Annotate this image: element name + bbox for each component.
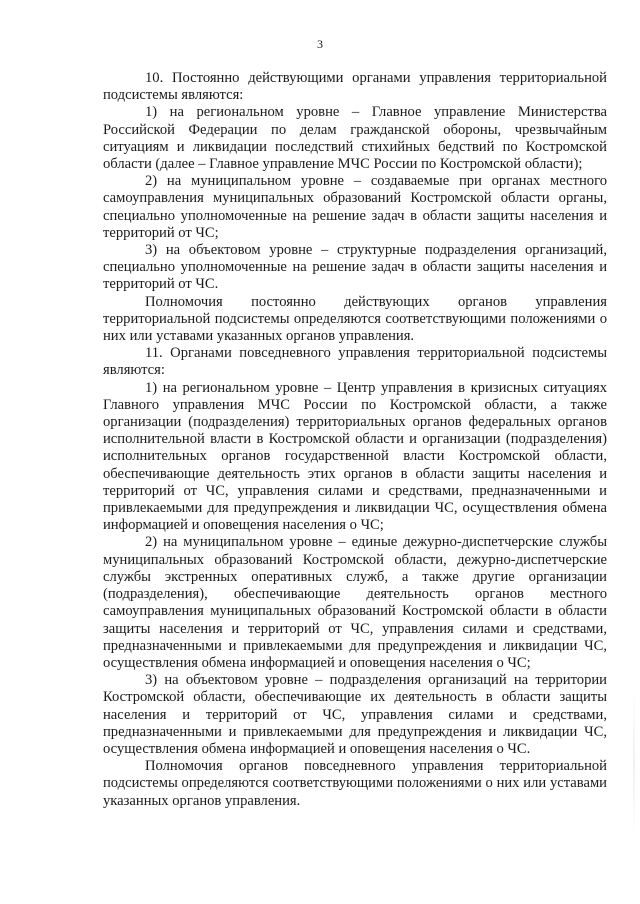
paragraph-10-item-2: 2) на муниципальном уровне – создаваемые при органах местного самоуправления муниципальных образований Костромской области органы, специально уполномоченные на решение задач в области защиты населения и территорий от ЧС; — [103, 173, 607, 241]
paragraph-11-item-2: 2) на муниципальном уровне – единые дежурно-диспетчерские службы муниципальных образований Костромской области, дежурно-диспетчерские службы экстренных оперативных служб, а также другие организации (подразделения), обеспечивающие деятельность органов местного самоуправления муниципальных образований Костромской области в области защиты населения и территорий от ЧС, управления силами и средствами, предназначенными и привлекаемыми для предупреждения и ликвидации ЧС, осуществления обмена информацией и оповещения населения о ЧС; — [103, 534, 607, 671]
scan-edge-mark — [633, 688, 635, 838]
paragraph-11-item-3: 3) на объектовом уровне – подразделения организаций на территории Костромской области, обеспечивающие их деятельность в области защиты населения и территорий от ЧС, управления силами и средствами, предназначенными и привлекаемыми для предупреждения и ликвидации ЧС, осуществления обмена информацией и оповещения населения о ЧС. — [103, 672, 607, 757]
paragraph-11-intro: 11. Органами повседневного управления территориальной подсистемы являются: — [103, 345, 607, 379]
paragraph-10-powers: Полномочия постоянно действующих органов управления территориальной подсистемы определяются соответствующими положениями о них или уставами указанных органов управления. — [103, 293, 607, 345]
paragraph-10-intro: 10. Постоянно действующими органами управления территориальной подсистемы являются: — [103, 70, 607, 104]
page-number: 3 — [317, 37, 323, 51]
paragraph-10-item-3: 3) на объектовом уровне – структурные подразделения организаций, специально уполномоченные на решение задач в области защиты населения и территорий от ЧС. — [103, 242, 607, 293]
paragraph-11-powers: Полномочия органов повседневного управления территориальной подсистемы определяются соответствующими положениями о них или уставами указанных органов управления. — [103, 758, 607, 809]
document-body — [103, 70, 607, 810]
paragraph-10-item-1: 1) на региональном уровне – Главное управление Министерства Российской Федерации по делам гражданской обороны, чрезвычайным ситуациям и ликвидации последствий стихийных бедствий по Костромской области (далее – Главное управление МЧС России по Костромской области); — [103, 104, 607, 173]
paragraph-11-item-1: 1) на региональном уровне – Центр управления в кризисных ситуациях Главного управления МЧС России по Костромской области, а также организации (подразделения) территориальных органов федеральных органов исполнительной власти в Костромской области и организации (подразделения) исполнительных органов государственной власти Костромской области, обеспечивающие деятельность этих органов в области защиты населения и территорий от ЧС, управления силами и средствами, предназначенными и привлекаемыми для предупреждения и ликвидации ЧС, осуществления обмена информацией и оповещения населения о ЧС; — [103, 379, 607, 534]
